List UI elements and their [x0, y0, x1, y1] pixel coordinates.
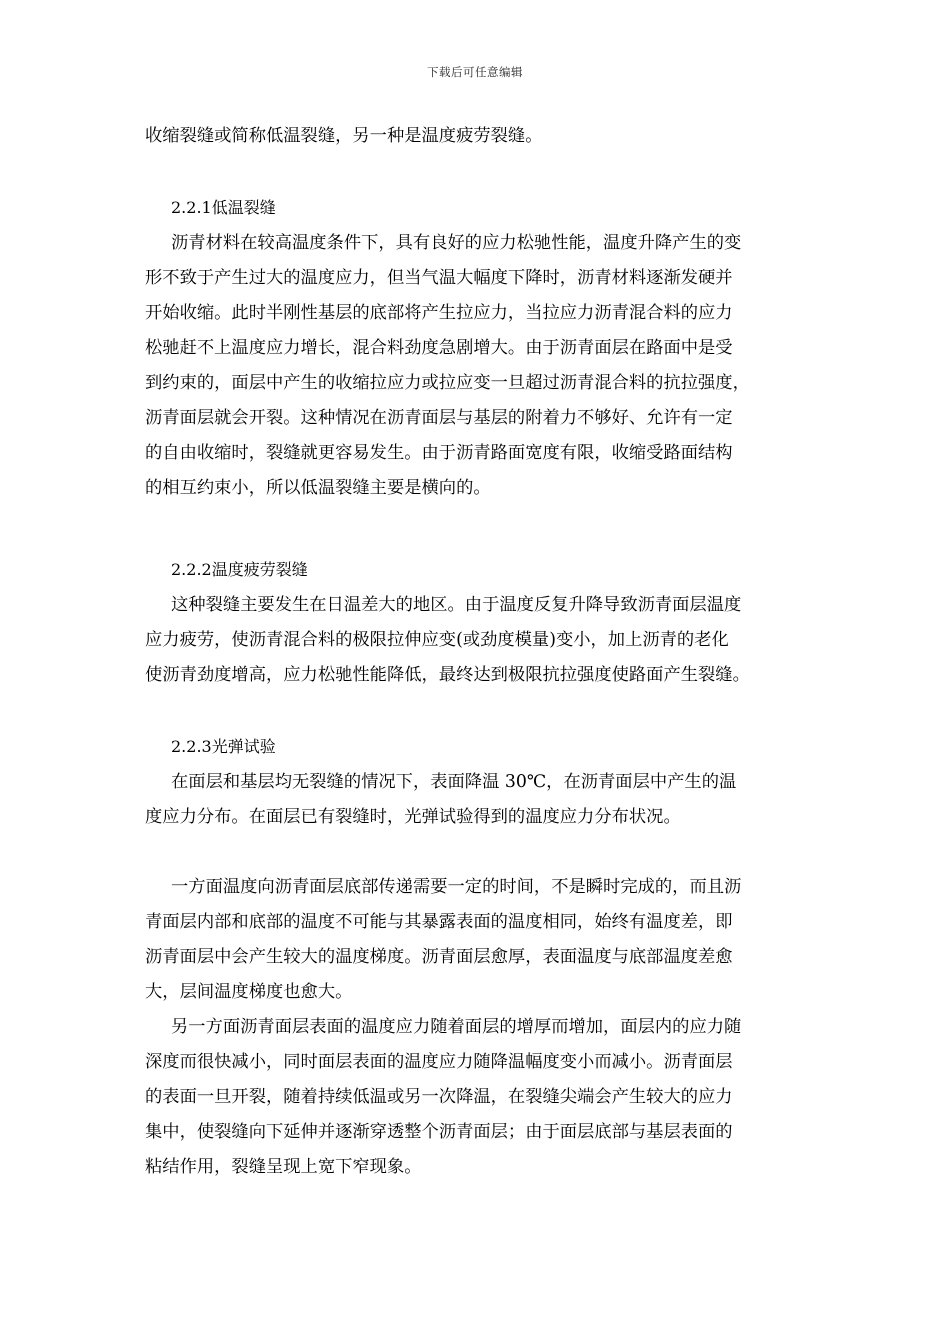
- paragraph-line: 的相互约束小，所以低温裂缝主要是横向的。: [145, 478, 491, 498]
- section-heading: 2.2.3光弹试验: [171, 737, 276, 756]
- paragraph-line: 松驰赶不上温度应力增长，混合料劲度急剧增大。由于沥青面层在路面中是受: [145, 338, 733, 358]
- page-header: 下载后可任意编辑: [427, 65, 523, 79]
- paragraph-line: 一方面温度向沥青面层底部传递需要一定的时间，不是瞬时完成的，而且沥: [171, 877, 742, 897]
- paragraph-line: 沥青面层中会产生较大的温度梯度。沥青面层愈厚，表面温度与底部温度差愈: [145, 947, 733, 967]
- paragraph-line: 度应力分布。在面层已有裂缝时，光弹试验得到的温度应力分布状况。: [145, 807, 681, 827]
- paragraph-line: 使沥青劲度增高，应力松驰性能降低，最终达到极限抗拉强度使路面产生裂缝。: [145, 665, 750, 685]
- paragraph-line: 大，层间温度梯度也愈大。: [145, 982, 353, 1002]
- paragraph-line: 粘结作用，裂缝呈现上宽下窄现象。: [145, 1157, 422, 1177]
- paragraph-line: 另一方面沥青面层表面的温度应力随着面层的增厚而增加，面层内的应力随: [171, 1017, 742, 1037]
- paragraph-line: 收缩裂缝或简称低温裂缝，另一种是温度疲劳裂缝。: [145, 126, 543, 146]
- paragraph-line: 集中，使裂缝向下延伸并逐渐穿透整个沥青面层；由于面层底部与基层表面的: [145, 1122, 733, 1142]
- paragraph-line: 在面层和基层均无裂缝的情况下，表面降温 30℃，在沥青面层中产生的温: [171, 772, 737, 792]
- paragraph-line: 到约束的，面层中产生的收缩拉应力或拉应变一旦超过沥青混合料的抗拉强度，: [145, 373, 750, 393]
- section-heading: 2.2.1低温裂缝: [171, 198, 276, 217]
- section-heading: 2.2.2温度疲劳裂缝: [171, 560, 308, 579]
- paragraph-line: 形不致于产生过大的温度应力，但当气温大幅度下降时，沥青材料逐渐发硬并: [145, 268, 733, 288]
- paragraph-line: 沥青面层就会开裂。这种情况在沥青面层与基层的附着力不够好、允许有一定: [145, 408, 733, 428]
- paragraph-line: 开始收缩。此时半刚性基层的底部将产生拉应力，当拉应力沥青混合料的应力: [145, 303, 733, 323]
- paragraph-line: 的自由收缩时，裂缝就更容易发生。由于沥青路面宽度有限，收缩受路面结构: [145, 443, 733, 463]
- paragraph-line: 应力疲劳，使沥青混合料的极限拉伸应变(或劲度模量)变小，加上沥青的老化: [145, 630, 729, 650]
- paragraph-line: 这种裂缝主要发生在日温差大的地区。由于温度反复升降导致沥青面层温度: [171, 595, 742, 615]
- paragraph-line: 沥青材料在较高温度条件下，具有良好的应力松驰性能，温度升降产生的变: [171, 233, 742, 253]
- paragraph-line: 青面层内部和底部的温度不可能与其暴露表面的温度相同，始终有温度差，即: [145, 912, 733, 932]
- paragraph-line: 深度而很快减小，同时面层表面的温度应力随降温幅度变小而减小。沥青面层: [145, 1052, 733, 1072]
- paragraph-line: 的表面一旦开裂，随着持续低温或另一次降温，在裂缝尖端会产生较大的应力: [145, 1087, 733, 1107]
